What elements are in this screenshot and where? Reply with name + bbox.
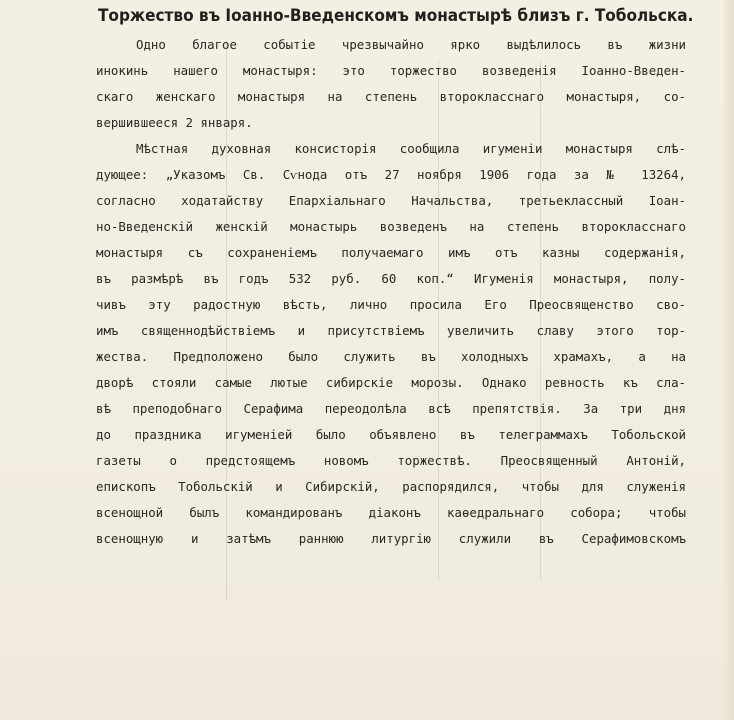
text-line: Мѣстная духовная консисторія сообщила игуменіи монастыря слѣ- bbox=[136, 141, 686, 156]
text-line: скаго женскаго монастыря на степень второкласснаго монастыря, со- bbox=[96, 89, 686, 104]
text-line: до праздника игуменіей было объявлено въ телеграммахъ Тобольской bbox=[96, 427, 686, 442]
text-line: епископъ Тобольскій и Сибирскій, распорядился, чтобы для служенія bbox=[96, 479, 686, 494]
text-line: имъ священнодѣйствіемъ и присутствіемъ увеличить славу этого тор- bbox=[96, 323, 686, 338]
text-line: газеты о предстоящемъ новомъ торжествѣ. Преосвященный Антоній, bbox=[96, 453, 686, 468]
text-line: въ размѣрѣ въ годъ 532 руб. 60 коп.“ Игуменія монастыря, полу- bbox=[96, 271, 686, 286]
article-body bbox=[96, 32, 686, 552]
text-line: согласно ходатайству Епархіальнаго Начальства, третьеклассный Іоан- bbox=[96, 193, 686, 208]
page-edge bbox=[724, 0, 734, 720]
text-line: монастыря съ сохраненіемъ получаемаго имъ отъ казны содержанія, bbox=[96, 245, 686, 260]
text-line: жества. Предположено было служить въ холодныхъ храмахъ, а на bbox=[96, 349, 686, 364]
text-line: инокинь нашего монастыря: это торжество возведенія Іоанно-Введен- bbox=[96, 63, 686, 78]
article-title: Торжество въ Іоанно-Введенскомъ монастырѣ близъ г. Тобольска. bbox=[98, 6, 694, 26]
text-line: вершившееся 2 января. bbox=[96, 115, 253, 130]
text-line: вѣ преподобнаго Серафима переодолѣла всѣ препятствія. За три дня bbox=[96, 401, 686, 416]
text-line: всенощную и затѣмъ раннюю литургію служили въ Серафимовскомъ bbox=[96, 531, 686, 546]
text-line: чивъ эту радостную вѣсть, лично просила Его Преосвященство сво- bbox=[96, 297, 686, 312]
text-line: дворѣ стояли самые лютые сибирскіе морозы. Однако ревность къ сла- bbox=[96, 375, 686, 390]
text-line: но-Введенскій женскій монастырь возведенъ на степень второкласснаго bbox=[96, 219, 686, 234]
text-line: Одно благое событіе чрезвычайно ярко выдѣлилось въ жизни bbox=[136, 37, 686, 52]
text-line: дующее: „Указомъ Св. Сѵнода отъ 27 ноября 1906 года за № 13264, bbox=[96, 167, 686, 182]
text-line: всенощной былъ командированъ діаконъ каѳедральнаго собора; чтобы bbox=[96, 505, 686, 520]
